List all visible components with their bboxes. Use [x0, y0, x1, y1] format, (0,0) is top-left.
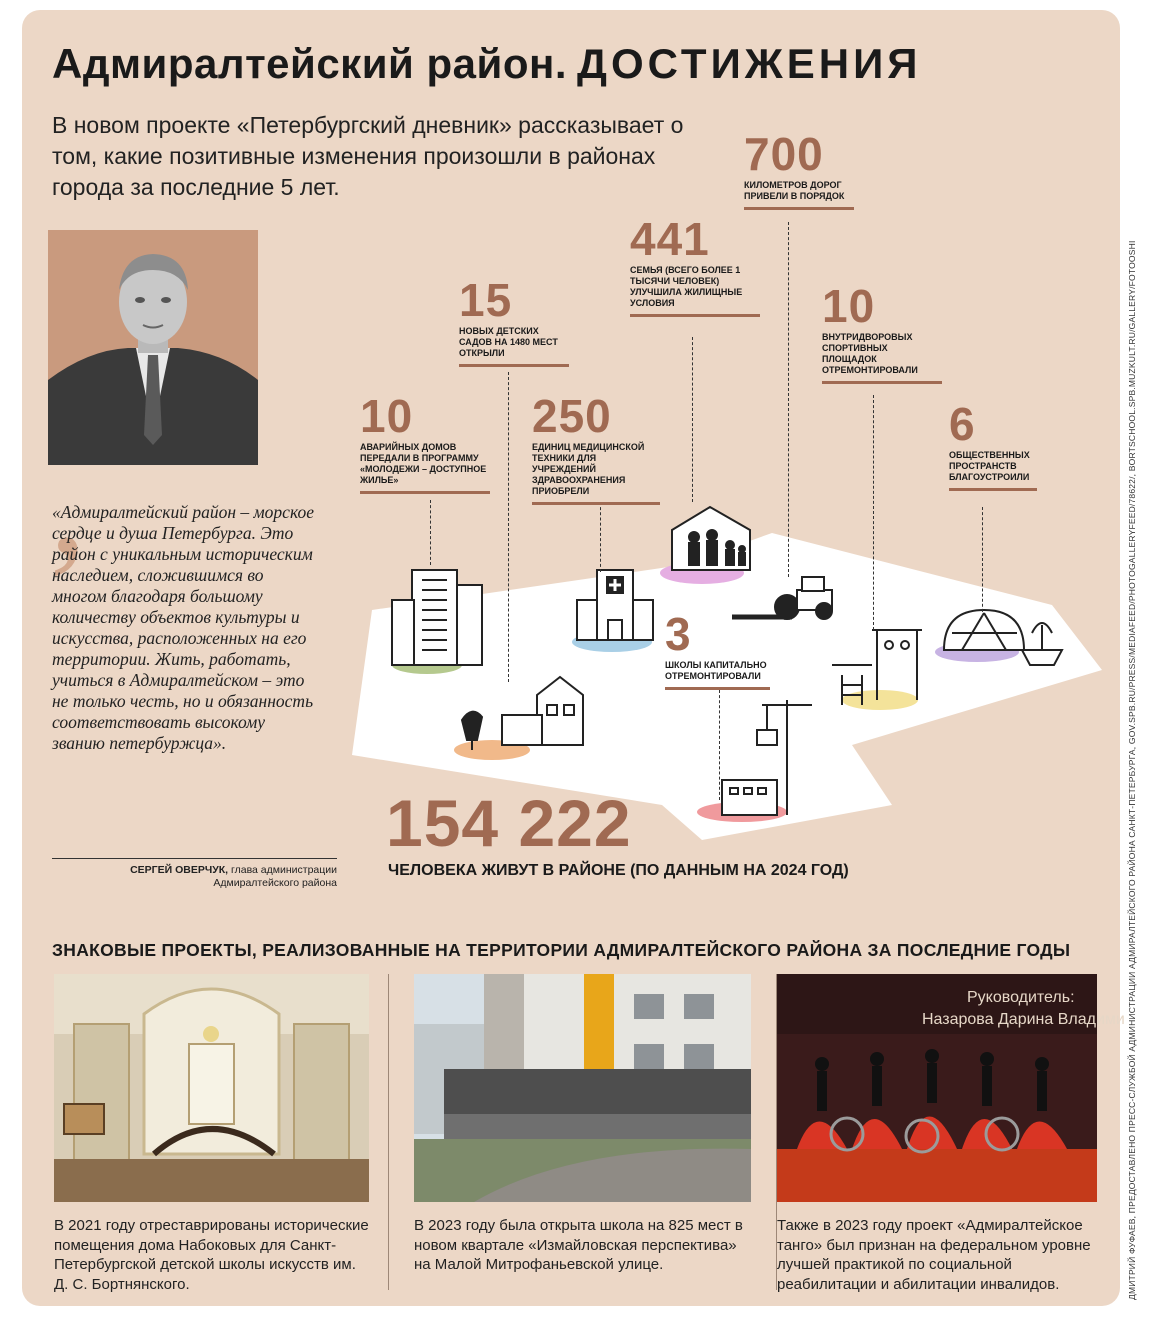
stat-underline	[360, 491, 490, 494]
connector-line	[719, 690, 720, 800]
stat-number: 10	[360, 390, 414, 442]
stat-public-spaces	[949, 400, 1037, 491]
stat-houses	[360, 392, 490, 494]
stat-label: НОВЫХ ДЕТСКИХ САДОВ НА 1480 МЕСТ ОТКРЫЛИ	[459, 326, 558, 358]
author-name: СЕРГЕЙ ОВЕРЧУК,	[130, 864, 229, 876]
title-caps: ДОСТИЖЕНИЯ	[577, 40, 922, 87]
stat-number: 10	[822, 280, 876, 332]
stat-underline	[822, 381, 942, 384]
stat-number: 3	[665, 608, 692, 660]
connector-line	[788, 222, 789, 577]
connector-line	[873, 395, 874, 630]
project-caption: В 2021 году отреставрированы исторические помещения дома Набоковых для Санкт-Петербургской детской школы искусств им. Д. С. Бортнянского.	[54, 1217, 369, 1293]
stat-kindergartens	[459, 276, 569, 367]
stat-families	[630, 215, 760, 317]
stat-label: АВАРИЙНЫХ ДОМОВ ПЕРЕДАЛИ В ПРОГРАММУ «МОЛОДЕЖИ – ДОСТУПНОЕ ЖИЛЬЕ»	[360, 442, 487, 485]
svg-text:Назарова Дарина Владими: Назарова Дарина Владими	[922, 1011, 1125, 1028]
connector-line	[600, 502, 601, 572]
stat-number: 15	[459, 274, 513, 326]
family-house-icon	[672, 507, 750, 570]
stat-underline	[744, 207, 854, 210]
stat-medical	[532, 392, 660, 505]
connector-line	[692, 337, 693, 502]
author-org: Адмиралтейского района	[213, 877, 337, 889]
quote-mark-icon: ‚	[42, 420, 92, 586]
stat-number: 441	[630, 213, 710, 265]
population-label: ЧЕЛОВЕКА ЖИВУТ В РАЙОНЕ (ПО ДАННЫМ НА 2024 ГОД)	[388, 862, 849, 879]
project-photo-school	[414, 974, 751, 1202]
stat-underline	[665, 687, 770, 690]
projects-title: ЗНАКОВЫЕ ПРОЕКТЫ, РЕАЛИЗОВАННЫЕ НА ТЕРРИТОРИИ АДМИРАЛТЕЙСКОГО РАЙОНА ЗА ПОСЛЕДНИЕ ГОДЫ	[52, 940, 1071, 960]
stat-underline	[459, 364, 569, 367]
stat-underline	[949, 488, 1037, 491]
quote-text: «Адмиралтейский район – морское сердце и душа Петербурга. Это район с уникальным историческим наследием, сложившимся во многом благодаря большому количеству объектов культуры и искусства, расположенных на его территории. Жить, работать, учиться в Адмиралтейском – это не только честь, но и обязанность соответствовать высокому званию петербуржца».	[52, 502, 314, 753]
stat-number: 250	[532, 390, 612, 442]
title-main: Адмиралтейский район.	[52, 40, 568, 87]
stat-number: 700	[744, 128, 824, 180]
page-title	[52, 40, 921, 88]
apartment-building-icon	[392, 570, 482, 665]
quote-divider	[52, 858, 337, 859]
project-photo-nabokov-house	[54, 974, 369, 1202]
connector-line	[508, 372, 509, 682]
stat-label: ОБЩЕСТВЕННЫХ ПРОСТРАНСТВ БЛАГОУСТРОИЛИ	[949, 450, 1030, 482]
stat-underline	[630, 314, 760, 317]
stat-label: ЕДИНИЦ МЕДИЦИНСКОЙ ТЕХНИКИ ДЛЯ УЧРЕЖДЕНИЙ ЗДРАВООХРАНЕНИЯ ПРИОБРЕЛИ	[532, 442, 645, 496]
stat-number: 6	[949, 398, 976, 450]
stat-schools	[665, 610, 770, 690]
quote-author	[52, 864, 337, 890]
project-photo-tango	[777, 974, 1125, 1202]
infographic-card	[22, 10, 1125, 1306]
stat-label: ВНУТРИДВОРОВЫХ СПОРТИВНЫХ ПЛОЩАДОК ОТРЕМОНТИРОВАЛИ	[822, 332, 918, 375]
project-caption: В 2023 году была открыта школа на 825 мест в новом квартале «Измайловская перспектива» на Малой Митрофаньевской улице.	[414, 1217, 743, 1273]
population-number: 154 222	[386, 786, 632, 860]
stat-underline	[532, 502, 660, 505]
stat-label: КИЛОМЕТРОВ ДОРОГ ПРИВЕЛИ В ПОРЯДОК	[744, 180, 845, 201]
stat-sports	[822, 282, 942, 384]
photo-credit: ДМИТРИЙ ФУФАЕВ, ПРЕДОСТАВЛЕНО ПРЕСС-СЛУЖБОЙ АДМИНИСТРАЦИИ АДМИРАЛТЕЙСКОГО РАЙОНА САНКТ-ПЕТЕРБУРГА, GOV.SPB.RU/PRESS/MEDIAFEED/PHOTOGALLERYFEED/78622/, BORTSCHOOL.SPB.MUZKULT.RU/GALLERY/FOTOOSHI	[1127, 240, 1137, 1300]
author-role: глава администрации	[231, 864, 337, 876]
intro-text: В новом проекте «Петербургский дневник» рассказывает о том, какие позитивные изменения произошли в районах города за последние 5 лет.	[52, 112, 684, 200]
connector-line	[982, 507, 983, 617]
project-caption: Также в 2023 году проект «Адмиралтейское танго» был признан на федеральном уровне лучшей практикой по социальной реабилитации и абилитации инвалидов.	[777, 1217, 1091, 1293]
svg-text:Руководитель:: Руководитель:	[967, 989, 1075, 1006]
stat-label: СЕМЬЯ (ВСЕГО БОЛЕЕ 1 ТЫСЯЧИ ЧЕЛОВЕК) УЛУЧШИЛА ЖИЛИЩНЫЕ УСЛОВИЯ	[630, 265, 743, 308]
stat-label: ШКОЛЫ КАПИТАЛЬНО ОТРЕМОНТИРОВАЛИ	[665, 660, 767, 681]
connector-line	[430, 500, 431, 565]
stat-roads	[744, 130, 854, 210]
column-divider	[388, 974, 389, 1290]
